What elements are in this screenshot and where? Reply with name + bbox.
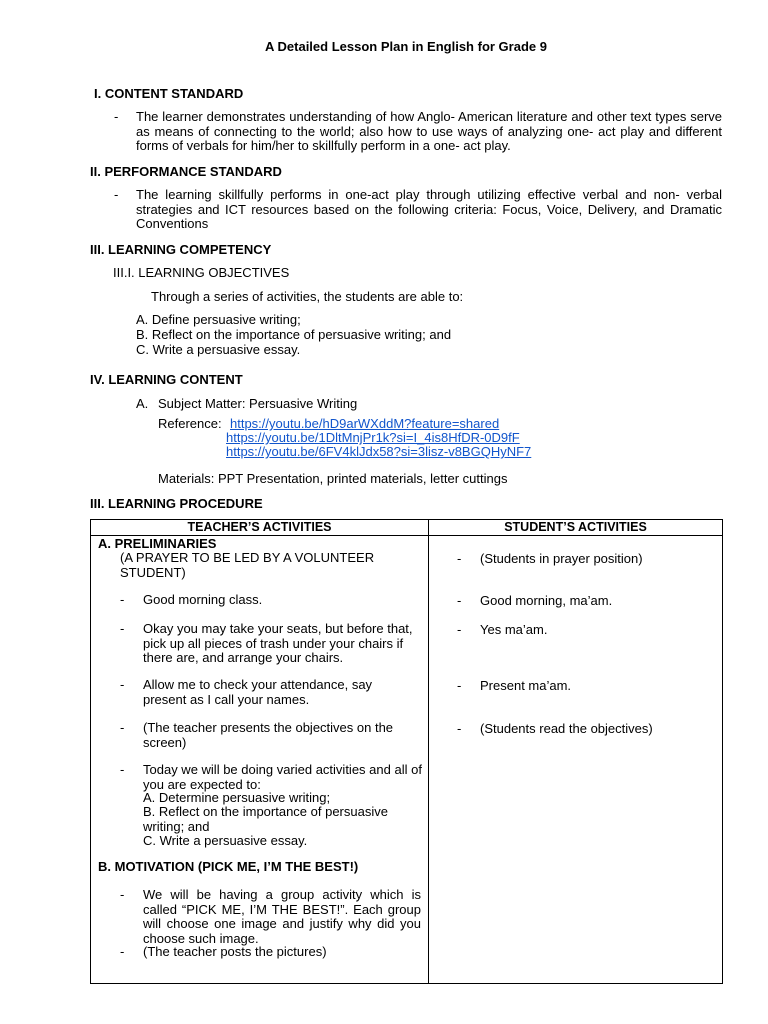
bullet-dash: -: [120, 592, 125, 607]
motivation-heading: B. MOTIVATION (PICK ME, I’M THE BEST!): [98, 859, 359, 874]
student-objectives: (Students read the objectives): [480, 721, 653, 736]
bullet-dash: -: [457, 678, 462, 693]
bullet-dash: -: [120, 887, 125, 902]
bullet-dash: -: [120, 944, 125, 959]
bullet-dash: -: [457, 622, 462, 637]
bullet-dash: -: [120, 762, 125, 777]
bullet-dash: -: [120, 677, 125, 692]
reference-link[interactable]: https://youtu.be/6FV4klJdx58?si=3lisz-v8BGQHyNF7: [226, 444, 532, 459]
objective-item: A. Define persuasive writing;: [136, 312, 301, 327]
learning-objectives-subheading: III.I. LEARNING OBJECTIVES: [113, 265, 290, 280]
subject-matter: Subject Matter: Persuasive Writing: [158, 396, 358, 411]
prayer-note: (A PRAYER TO BE LED BY A VOLUNTEER STUDENT): [120, 550, 375, 580]
student-greeting: Good morning, ma’am.: [480, 593, 613, 608]
bullet-dash: -: [457, 551, 462, 566]
student-seats: Yes ma’am.: [480, 622, 548, 637]
procedure-table: [90, 519, 723, 984]
materials: Materials: PPT Presentation, printed materials, letter cuttings: [158, 471, 508, 486]
reference-label: Reference:: [158, 416, 222, 431]
teacher-posts-pictures: (The teacher posts the pictures): [143, 944, 327, 959]
objective-item: C. Write a persuasive essay.: [136, 342, 301, 357]
reference-link[interactable]: https://youtu.be/1DltMnjPr1k?si=I_4is8HfDR-0D9fF: [226, 430, 520, 445]
teacher-activities-header: TEACHER’S ACTIVITIES: [91, 520, 429, 536]
teacher-activities-intro: Today we will be doing varied activities and all of you are expected to:: [143, 762, 422, 792]
subject-marker: A.: [136, 396, 149, 411]
bullet-dash: -: [120, 720, 125, 735]
teacher-attendance: Allow me to check your attendance, say present as I call your names.: [143, 677, 373, 707]
teacher-activity-item: B. Reflect on the importance of persuasive writing; and: [143, 804, 388, 834]
bullet-dash: -: [457, 593, 462, 608]
learning-competency-heading: III. LEARNING COMPETENCY: [90, 242, 272, 257]
content-standard-heading: I. CONTENT STANDARD: [94, 86, 244, 101]
student-activities-cell: [429, 536, 723, 984]
bullet-dash: -: [114, 109, 119, 124]
learning-content-heading: IV. LEARNING CONTENT: [90, 372, 243, 387]
teacher-objectives: (The teacher presents the objectives on the screen): [143, 720, 394, 750]
content-standard-text: The learner demonstrates understanding of how Anglo- American literature and other text types serve as means of connecting to the world; also how to use ways of analyzing one- act play and different forms of verbals for him/her to skillfully perform in a one- act play.: [136, 109, 722, 153]
performance-standard-heading: II. PERFORMANCE STANDARD: [90, 164, 282, 179]
reference-link[interactable]: https://youtu.be/hD9arWXddM?feature=shared: [230, 416, 500, 431]
learning-procedure-heading: III. LEARNING PROCEDURE: [90, 496, 263, 511]
motivation-text: We will be having a group activity which is called “PICK ME, I’M THE BEST!”. Each group will choose one image and justify why did you choose such image.: [143, 887, 421, 946]
bullet-dash: -: [120, 621, 125, 636]
objective-item: B. Reflect on the importance of persuasive writing; and: [136, 327, 452, 342]
student-attendance: Present ma’am.: [480, 678, 572, 693]
teacher-activity-item: C. Write a persuasive essay.: [143, 833, 308, 848]
teacher-greeting: Good morning class.: [143, 592, 263, 607]
teacher-activities-cell: [91, 536, 429, 984]
teacher-activity-item: A. Determine persuasive writing;: [143, 790, 331, 805]
preliminaries-heading: A. PRELIMINARIES: [98, 536, 217, 551]
performance-standard-text: The learning skillfully performs in one-act play through utilizing effective verbal and non- verbal strategies and ICT resources based on the following criteria: Focus, Voice, Delivery, and Dramatic Conventions: [136, 187, 722, 231]
student-prayer: (Students in prayer position): [480, 551, 643, 566]
bullet-dash: -: [114, 187, 119, 202]
teacher-seats: Okay you may take your seats, but before that, pick up all pieces of trash under your chairs if there are, and arrange your chairs.: [143, 621, 413, 665]
student-activities-header: STUDENT’S ACTIVITIES: [429, 520, 723, 536]
objectives-intro: Through a series of activities, the students are able to:: [151, 289, 464, 304]
bullet-dash: -: [457, 721, 462, 736]
document-title: A Detailed Lesson Plan in English for Grade 9: [265, 39, 547, 54]
